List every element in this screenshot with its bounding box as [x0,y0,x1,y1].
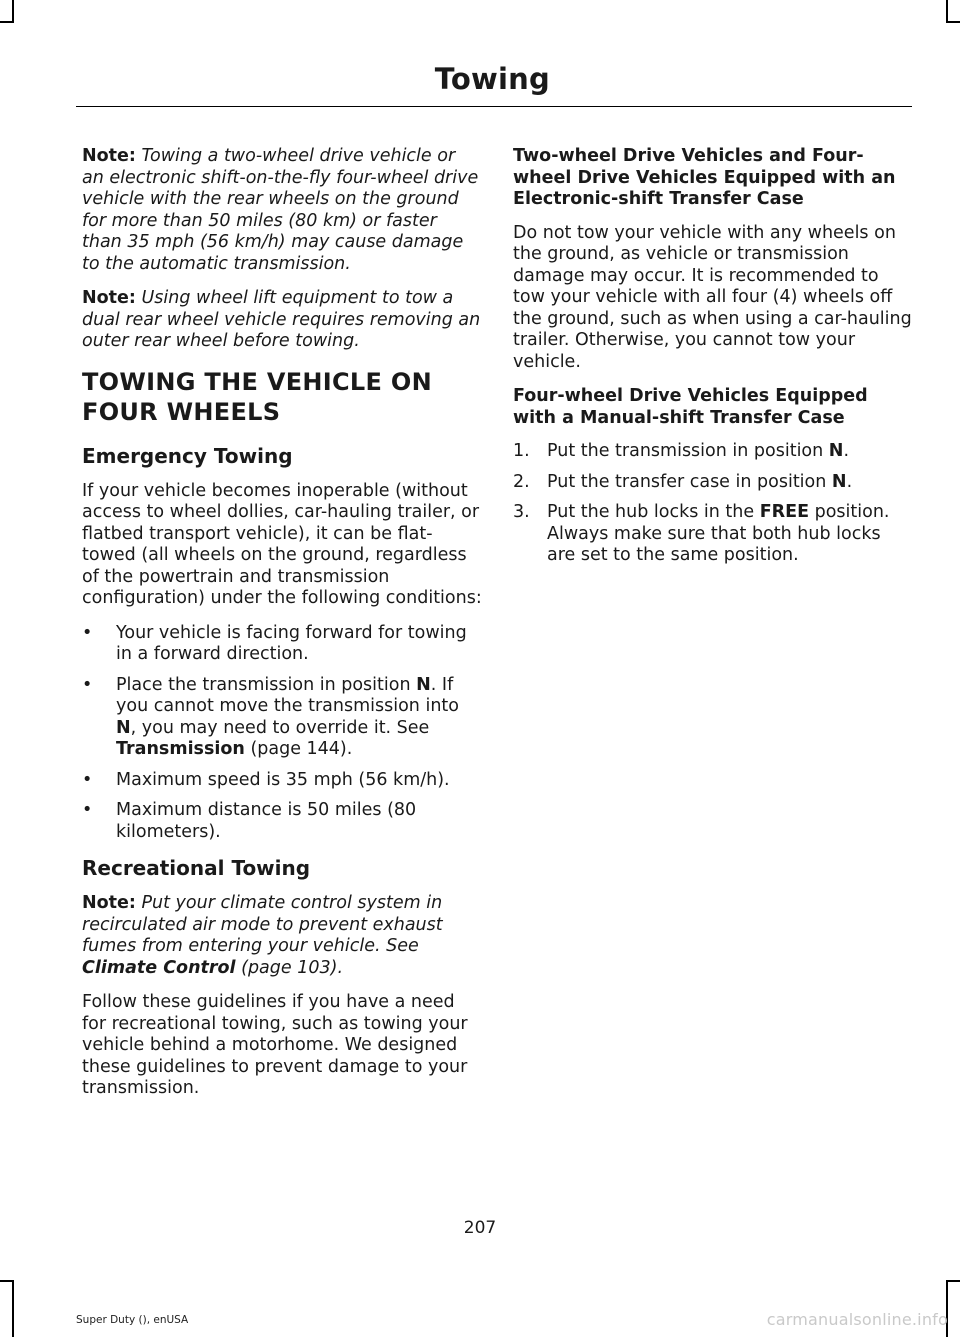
page-reference: (page 144). [244,739,353,759]
watermark: carmanualsonline.info [766,1310,948,1329]
note-label: Note: [82,893,136,913]
gear-position: N [416,674,431,695]
list-item-text: Your vehicle is facing forward for towing in a forward direction. [116,622,467,664]
bullet-marker: • [82,800,93,820]
list-item [82,623,482,666]
list-item-text: . If you cannot move the transmission into [116,674,459,716]
page-reference: (page 103). [235,957,344,978]
list-item-text: Put the hub locks in the [547,502,760,522]
right-column [513,146,913,579]
note-label: Note: [82,146,136,166]
list-item-text: . [846,471,853,492]
climate-control-link[interactable]: Climate Control [82,957,236,978]
crop-mark [946,21,960,23]
transmission-link[interactable]: Transmission [116,739,245,759]
manual-shift-steps [513,441,913,567]
gear-position: N [116,717,131,738]
section-title-line2: FOUR WHEELS [82,397,281,426]
bullet-marker: • [82,674,93,695]
crop-mark [0,21,14,23]
hub-lock-position: FREE [759,502,810,522]
emergency-conditions-list [82,623,482,844]
note-text: Put your climate control system in recirculated air mode to prevent exhaust fumes from entering your vehicle. See [82,893,443,956]
page-number: 207 [463,1218,497,1238]
list-item-text: . [843,441,850,461]
crop-mark [0,1280,14,1282]
emergency-towing-heading: Emergency Towing [82,443,293,468]
step-number: 1. [513,441,530,461]
crop-mark [946,1280,960,1282]
emergency-towing-intro: If your vehicle becomes inoperable (without access to wheel dollies, car-hauling trailer, or flatbed transport vehicle), it can be flat-towed (all wheels on the ground, regardless of the powertrain and transmission configuration) under the following conditions: [82,480,482,608]
list-item-text: Put the transfer case in position [547,471,832,492]
list-item-text: Maximum speed is 35 mph (56 km/h). [116,769,450,790]
note-wheel-lift [82,288,482,353]
bullet-marker: • [82,769,93,790]
page-header-title: Towing [434,62,550,96]
note-label: Note: [82,288,136,308]
note-text: Using wheel lift equipment to tow a dual rear wheel vehicle requires removing an outer rear wheel before towing. [82,288,481,351]
left-column [82,146,482,1113]
recreational-towing-heading: Recreational Towing [82,856,311,880]
list-item-text: Maximum distance is 50 miles (80 kilometers). [116,800,417,842]
section-title [82,367,482,427]
step-number: 3. [513,502,530,522]
crop-mark [12,0,14,22]
list-item [513,441,913,463]
list-item [82,800,482,843]
gear-position: N [831,471,847,492]
list-item [82,675,482,761]
electronic-shift-body: Do not tow your vehicle with any wheels on the ground, as vehicle or transmission damage may occur. It is recommended to tow your vehicle with all four (4) wheels off the ground, such as when using a car-hauling trailer. Otherwise, you cannot tow your vehicle. [513,222,912,372]
crop-mark [12,1280,14,1337]
list-item-text: Put the transmission in position [547,441,829,461]
gear-position: N [828,441,844,461]
document-info: Super Duty (), enUSA [76,1314,189,1326]
note-text: Towing a two-wheel drive vehicle or an electronic shift-on-the-fly four-wheel drive vehicle with the rear wheels on the ground for more than 50 miles (80 km) or faster than 35 mph (56 km/h) may cause damage to the automatic transmission. [82,146,479,274]
note-transmission-damage [82,146,482,275]
list-item [513,502,913,567]
electronic-shift-heading: Two-wheel Drive Vehicles and Four-wheel Drive Vehicles Equipped with an Electronic-shift Transfer Case [513,146,896,209]
list-item-text: position. Always make sure that both hub locks are set to the same position. [547,502,890,565]
step-number: 2. [513,471,530,492]
section-title-line1: TOWING THE VEHICLE ON [82,367,432,396]
list-item [82,770,482,792]
crop-mark [946,0,948,22]
list-item [513,472,913,494]
list-item-text: , you may need to override it. See [130,717,430,738]
list-item-text: Place the transmission in position [116,674,417,695]
header-divider [76,106,912,107]
note-climate-control [82,893,482,979]
recreational-towing-body: Follow these guidelines if you have a need for recreational towing, such as towing your vehicle behind a motorhome. We designed these guidelines to prevent damage to your transmission. [82,992,468,1098]
bullet-marker: • [82,622,93,643]
manual-shift-heading: Four-wheel Drive Vehicles Equipped with a Manual-shift Transfer Case [513,386,868,428]
